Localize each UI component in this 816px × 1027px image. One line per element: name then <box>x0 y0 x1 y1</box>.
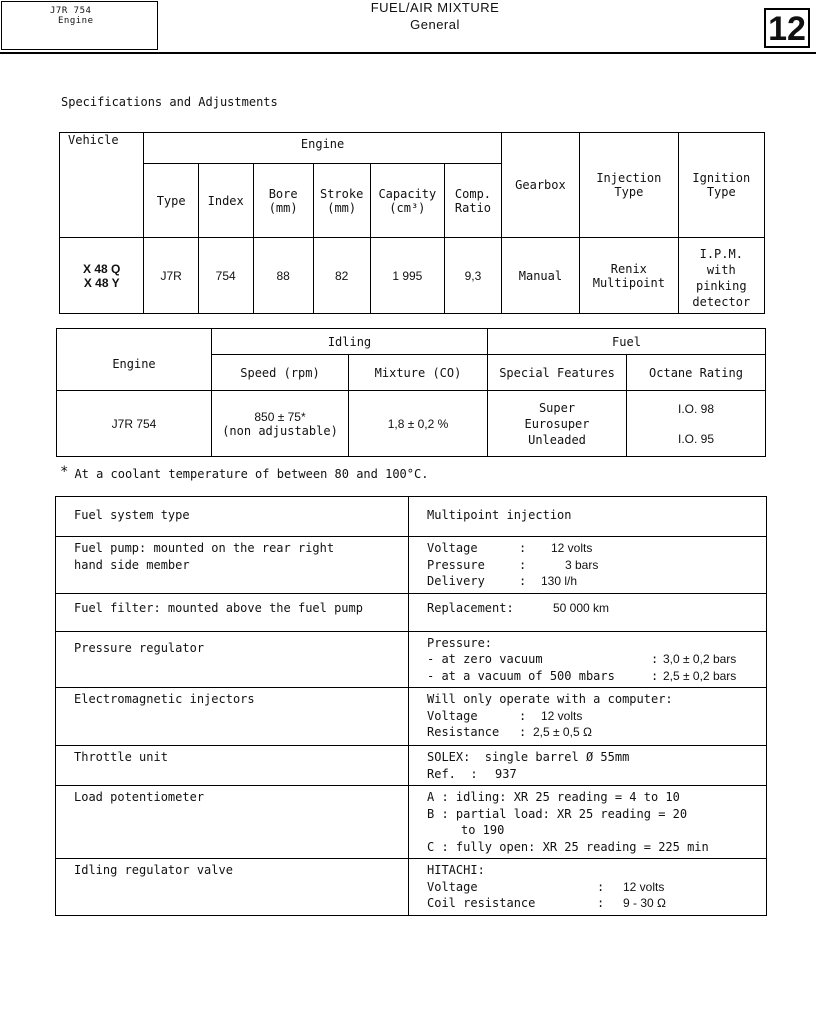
row-value <box>409 537 767 594</box>
fuel-system-table <box>55 496 767 916</box>
capacity-cell: 1 995 <box>370 238 445 314</box>
label-line: hand side member <box>74 557 190 572</box>
fuel-feature: Super <box>538 400 576 415</box>
stroke-header <box>313 164 370 238</box>
label-line: Fuel pump: mounted on the rear right <box>74 541 335 555</box>
page-subtitle: General <box>410 17 460 32</box>
kv-line: Voltage : 12 volts <box>427 879 665 894</box>
footnote-text: At a coolant temperature of between 80 and 100°C. <box>74 467 429 481</box>
key: Delivery <box>427 574 485 588</box>
speed-value: 850 ± 75* <box>254 409 306 424</box>
row-label: Throttle unit <box>56 746 409 786</box>
table-row <box>56 537 767 594</box>
header-rule <box>0 52 816 54</box>
fuel-group-header: Fuel <box>488 329 766 355</box>
kv-line: Pressure : 3 bars <box>427 557 599 572</box>
value-line: C : fully open: XR 25 reading = 225 min <box>427 839 709 854</box>
row-label: Load potentiometer <box>56 786 409 859</box>
capacity-unit: (cm³) <box>389 200 426 215</box>
kv-line: Resistance : 2,5 ± 0,5 Ω <box>427 725 592 739</box>
key: Ref. : <box>427 766 478 781</box>
value-line: SOLEX: single barrel Ø 55mm <box>427 750 630 764</box>
page-title: FUEL/AIR MIXTURE <box>370 0 500 15</box>
value-line: HITACHI: <box>427 863 485 877</box>
index-header: Index <box>198 164 253 238</box>
table-row <box>56 859 767 916</box>
value: 12 volts <box>623 879 665 894</box>
table-row <box>56 688 767 746</box>
key: Replacement: <box>427 600 514 615</box>
value: 937 <box>495 766 517 781</box>
octane-value: I.O. 95 <box>677 431 715 446</box>
table-row <box>56 593 767 631</box>
capacity-label: Capacity <box>378 186 437 201</box>
value: 12 volts <box>541 708 583 723</box>
value: 3 bars <box>565 557 599 572</box>
bore-header <box>253 164 313 238</box>
kv-line: Voltage : 12 volts <box>427 708 583 723</box>
vehicle-header: Vehicle <box>60 133 144 238</box>
value: 9 - 30 Ω <box>623 896 666 910</box>
mixture-header: Mixture (CO) <box>349 355 488 391</box>
table-row <box>60 238 765 314</box>
fuel-feature: Eurosuper <box>524 416 590 431</box>
engine-header: Engine <box>57 329 212 391</box>
stroke-label: Stroke <box>319 186 364 201</box>
vehicle-cell <box>60 238 144 314</box>
injection-header-line1: Injection <box>596 171 662 185</box>
row-value <box>409 631 767 688</box>
speed-header: Speed (rpm) <box>212 355 349 391</box>
kv-line: - at zero vacuum : 3,0 ± 0,2 bars <box>427 652 737 666</box>
type-cell: J7R <box>144 238 198 314</box>
row-label: Electromagnetic injectors <box>56 688 409 746</box>
value: 50 000 km <box>553 600 610 615</box>
engine-group-header: Engine <box>144 133 501 164</box>
table-row <box>56 631 767 688</box>
table-row <box>56 497 767 537</box>
row-value <box>409 593 767 631</box>
special-features-cell <box>488 391 627 457</box>
injection-cell <box>580 238 678 314</box>
key: Voltage <box>427 708 478 723</box>
octane-value: I.O. 98 <box>677 401 715 416</box>
bore-label: Bore <box>268 186 298 201</box>
row-value <box>409 859 767 916</box>
ignition-line3: pinking <box>695 278 747 293</box>
key: - at zero vacuum <box>427 652 543 666</box>
row-value <box>409 786 767 859</box>
doc-code: J7R 754 <box>50 6 92 16</box>
kv-line: Coil resistance : 9 - 30 Ω <box>427 896 666 910</box>
kv-line: Delivery : 130 l/h <box>427 574 578 588</box>
octane-header: Octane Rating <box>627 355 766 391</box>
ignition-header <box>678 133 764 238</box>
footnote <box>60 464 429 483</box>
key: Pressure <box>427 557 485 572</box>
kv-line: Voltage : 12 volts <box>427 541 593 555</box>
speed-cell <box>212 391 349 457</box>
mixture-cell: 1,8 ± 0,2 % <box>349 391 488 457</box>
section-heading: Specifications and Adjustments <box>61 95 278 109</box>
value: 2,5 ± 0,2 bars <box>663 668 737 683</box>
row-value <box>409 746 767 786</box>
row-value <box>409 688 767 746</box>
key: Coil resistance <box>427 896 536 910</box>
bore-unit: (mm) <box>268 200 298 215</box>
page-header <box>300 0 570 32</box>
gearbox-cell: Manual <box>501 238 579 314</box>
key: Voltage <box>427 879 478 894</box>
value: 130 l/h <box>541 574 578 588</box>
key: Voltage <box>427 541 478 555</box>
comp-label: Comp. <box>454 186 492 201</box>
injection-line2: Multipoint <box>592 275 665 290</box>
document-code <box>50 6 94 26</box>
bore-cell: 88 <box>253 238 313 314</box>
comp-ratio-cell: 9,3 <box>445 238 502 314</box>
kv-line <box>427 600 766 617</box>
comp-ratio-header <box>445 164 502 238</box>
ignition-cell <box>678 238 764 314</box>
ignition-line2: with <box>706 262 736 277</box>
idling-fuel-table <box>56 328 766 457</box>
capacity-header <box>370 164 445 238</box>
key: Resistance <box>427 725 500 739</box>
value-line: Will only operate with a computer: <box>427 692 673 706</box>
row-label: Fuel system type <box>56 497 409 537</box>
vehicle-code: X 48 Y <box>83 275 120 290</box>
row-value: Multipoint injection <box>409 497 767 537</box>
value-line: Pressure: <box>427 635 493 650</box>
ignition-header-line1: Ignition <box>692 171 751 185</box>
doc-sub: Engine <box>58 16 94 26</box>
index-cell: 754 <box>198 238 253 314</box>
section-number: 12 <box>764 8 810 48</box>
octane-cell <box>627 391 766 457</box>
ignition-line4: detector <box>692 294 751 309</box>
row-label: Fuel filter: mounted above the fuel pump <box>56 593 409 631</box>
row-label: Pressure regulator <box>56 631 409 688</box>
value-line: A : idling: XR 25 reading = 4 to 10 <box>427 790 680 804</box>
gearbox-header: Gearbox <box>501 133 579 238</box>
engine-cell: J7R 754 <box>57 391 212 457</box>
ratio-label: Ratio <box>454 200 492 215</box>
key: - at a vacuum of 500 mbars <box>427 668 615 683</box>
speed-note: (non adjustable) <box>222 423 338 438</box>
fuel-feature: Unleaded <box>528 432 586 447</box>
table-row <box>56 786 767 859</box>
idling-group-header: Idling <box>212 329 488 355</box>
value-line: B : partial load: XR 25 reading = 20 <box>427 806 688 821</box>
injection-line1: Renix <box>610 261 647 276</box>
value-line: to 190 <box>461 823 505 837</box>
vehicle-code: X 48 Q <box>83 261 121 276</box>
injection-header <box>580 133 678 238</box>
value: 12 volts <box>551 541 593 555</box>
special-features-header: Special Features <box>488 355 627 391</box>
type-header: Type <box>144 164 198 238</box>
kv-line: - at a vacuum of 500 mbars : 2,5 ± 0,2 bars <box>427 668 737 683</box>
row-label <box>56 537 409 594</box>
ignition-line1: I.P.M. <box>699 246 743 261</box>
table-row <box>57 391 766 457</box>
document-code-box <box>1 1 158 50</box>
ignition-header-line2: Type <box>706 185 736 199</box>
kv-line <box>427 766 766 783</box>
injection-header-line2: Type <box>614 185 644 199</box>
row-label: Idling regulator valve <box>56 859 409 916</box>
footnote-mark: * <box>60 464 69 480</box>
stroke-unit: (mm) <box>327 200 357 215</box>
value: 3,0 ± 0,2 bars <box>663 652 737 666</box>
table-row <box>56 746 767 786</box>
engine-spec-table <box>59 132 765 314</box>
value: 2,5 ± 0,5 Ω <box>533 725 592 739</box>
stroke-cell: 82 <box>313 238 370 314</box>
